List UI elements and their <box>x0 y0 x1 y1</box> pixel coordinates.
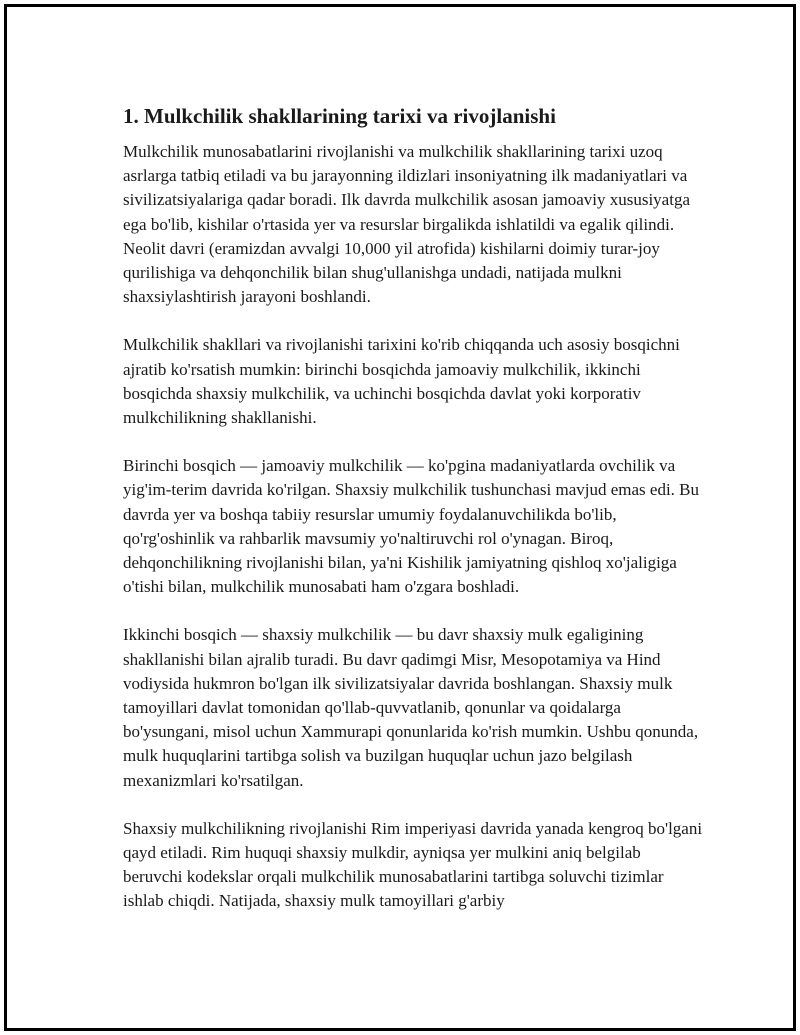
paragraph-2: Mulkchilik shakllari va rivojlanishi tarixini ko'rib chiqqanda uch asosiy bosqichni ajratib ko'rsatish mumkin: birinchi bosqichda jamoaviy mulkchilik, ikkinchi bosqichda shaxsiy mulkchilik, va uchinchi bosqichda davlat yoki korporativ mulkchilikning shakllanishi. <box>123 335 680 428</box>
document-body <box>123 103 703 938</box>
paragraph-4: Ikkinchi bosqich — shaxsiy mulkchilik — bu davr shaxsiy mulk egaligining shakllanishi bilan ajralib turadi. Bu davr qadimgi Misr, Mesopotamiya va Hind vodiysida hukmron bo'lgan ilk sivilizatsiyalar davrida boshlangan. Shaxsiy mulk tamoyillari davlat tomonidan qo'llab-quvvatlanib, qonunlar va qoidalarga bo'ysungani, misol uchun Xammurapi qonunlarida ko'rish mumkin. Ushbu qonunda, mulk huquqlarini tartibga solish va buzilgan huquqlar uchun jazo belgilash mexanizmlari ko'rsatilgan. <box>123 625 699 790</box>
section-heading: 1. Mulkchilik shakllarining tarixi va rivojlanishi <box>123 104 556 128</box>
paragraph-3: Birinchi bosqich — jamoaviy mulkchilik — ko'pgina madaniyatlarda ovchilik va yig'im-terim davrida ko'rilgan. Shaxsiy mulkchilik tushunchasi mavjud emas edi. Bu davrda yer va boshqa tabiiy resurslar umumiy foydalanuvchilikda bo'lib, qo'rg'oshinlik va rahbarlik mavsumiy yo'naltiruvchi rol o'ynagan. Biroq, dehqonchilikning rivojlanishi bilan, ya'ni Kishilik jamiyatning qishloq xo'jaligiga o'tishi bilan, mulkchilik munosabati ham o'zgara boshladi. <box>123 456 700 597</box>
page-frame <box>4 4 796 1031</box>
paragraph-1: Mulkchilik munosabatlarini rivojlanishi va mulkchilik shakllarining tarixi uzoq asrlarga tatbiq etiladi va bu jarayonning ildizlari insoniyatning ilk madaniyatlari va sivilizatsiyalariga qadar boradi. Ilk davrda mulkchilik asosan jamoaviy xususiyatga ega bo'lib, kishilar o'rtasida yer va resurslar birgalikda ishlatildi va egalik qilindi. Neolit davri (eramizdan avvalgi 10,000 yil atrofida) kishilarni doimiy turar-joy qurilishiga va dehqonchilik bilan shug'ullanishga undadi, natijada mulkni shaxsiylashtirish jarayoni boshlandi. <box>123 142 690 307</box>
paragraph-5: Shaxsiy mulkchilikning rivojlanishi Rim imperiyasi davrida yanada kengroq bo'lgani qayd etiladi. Rim huquqi shaxsiy mulkdir, ayniqsa yer mulkini aniq belgilab beruvchi kodekslar orqali mulkchilik munosabatlarini tartibga soluvchi tizimlar ishlab chiqdi. Natijada, shaxsiy mulk tamoyillari g'arbiy <box>123 818 703 911</box>
